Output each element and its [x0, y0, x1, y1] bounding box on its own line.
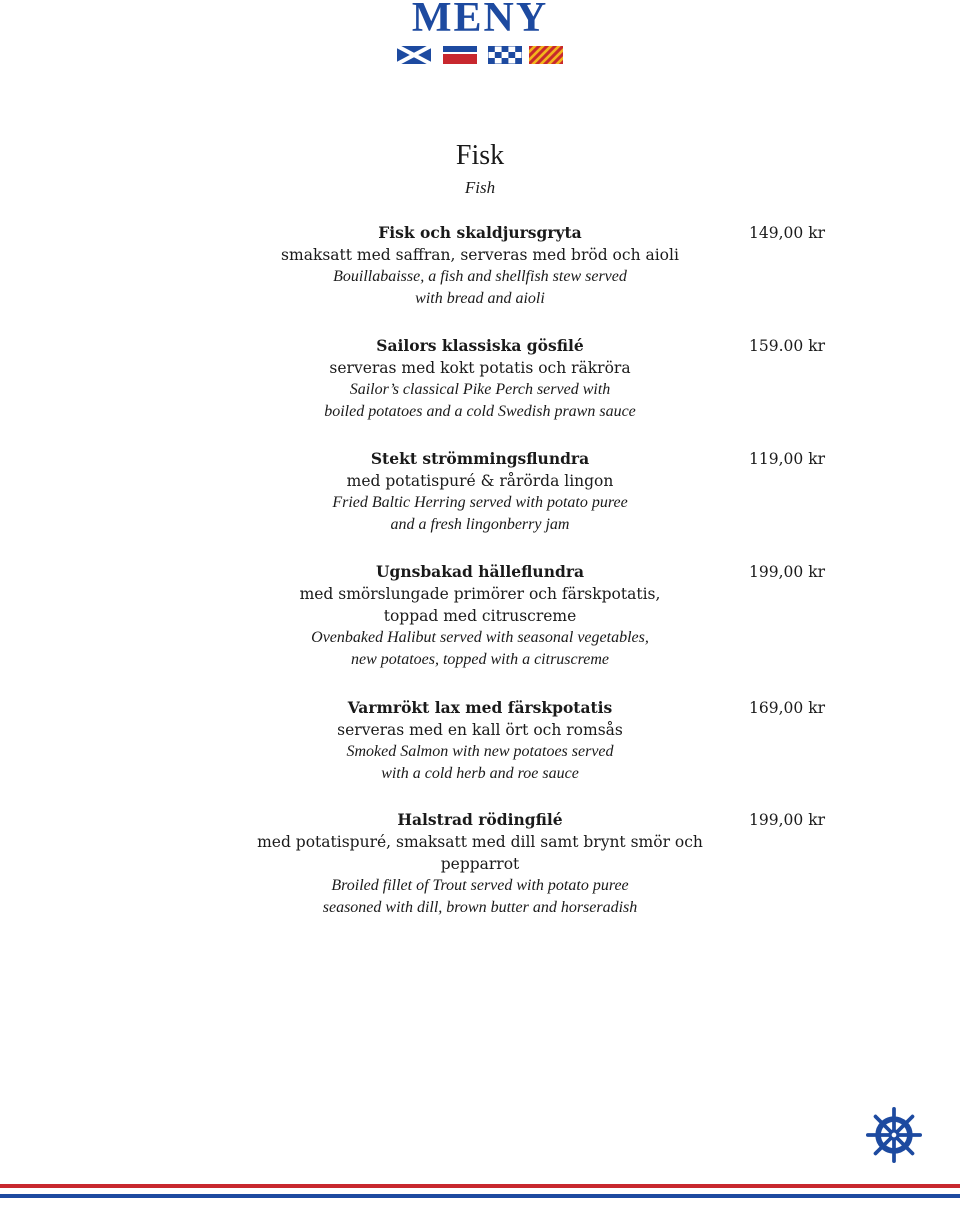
footer-stripe-blue: [0, 1194, 960, 1198]
dish-description-sv: smaksatt med saffran, serveras med bröd och aioli: [281, 246, 679, 264]
dish-description-en: seasoned with dill, brown butter and horseradish: [322, 899, 638, 916]
dish-description-en: Smoked Salmon with new potatoes served: [346, 743, 614, 760]
flag-checker-icon: [488, 46, 522, 64]
dish-description-sv: med smörslungade primörer och färskpotatis,: [299, 585, 661, 603]
dish-description-en: boiled potatoes and a cold Swedish prawn sauce: [324, 403, 636, 420]
dish-description-en: with a cold herb and roe sauce: [381, 765, 579, 782]
dish-description-en: Ovenbaked Halibut served with seasonal vegetables,: [311, 629, 649, 646]
dish-description-en: Sailor’s classical Pike Perch served with: [349, 381, 611, 398]
dish-price: 149,00 kr: [749, 224, 825, 242]
dish-price: 199,00 kr: [749, 563, 825, 581]
dish-description-en: with bread and aioli: [415, 290, 545, 307]
dish-name: Ugnsbakad hälleflundra: [375, 562, 585, 581]
dish-description-sv: serveras med en kall ört och romsås: [337, 721, 623, 739]
dish-description-sv: med potatispuré, smaksatt med dill samt brynt smör och pepparrot: [257, 833, 703, 873]
dish-description-en: Bouillabaisse, a fish and shellfish stew served: [333, 268, 627, 285]
ship-wheel-icon: [866, 1105, 922, 1165]
menu-item: [225, 561, 735, 671]
dish-name: Varmrökt lax med färskpotatis: [347, 698, 613, 717]
section-title: Fisk: [455, 140, 505, 171]
dish-name: Sailors klassiska gösfilé: [376, 336, 584, 355]
dish-price: 169,00 kr: [749, 699, 825, 717]
menu-item: [225, 448, 735, 536]
dish-description-en: Fried Baltic Herring served with potato puree: [332, 494, 628, 511]
dish-name: Fisk och skaldjursgryta: [378, 223, 582, 242]
dish-description-sv: med potatispuré & rårörda lingon: [346, 472, 614, 490]
dish-name: Halstrad rödingfilé: [397, 810, 563, 829]
menu-title: MENY: [411, 0, 549, 41]
dish-price: 199,00 kr: [749, 811, 825, 829]
dish-description-en: and a fresh lingonberry jam: [390, 516, 570, 533]
menu-item: [225, 809, 735, 919]
dish-price: 119,00 kr: [749, 450, 825, 468]
menu-item: [225, 697, 735, 785]
dish-description-sv: serveras med kokt potatis och räkröra: [329, 359, 631, 377]
dish-description-en: Broiled fillet of Trout served with potato puree: [331, 877, 629, 894]
dish-price: 159.00 kr: [749, 337, 825, 355]
dish-description-en: new potatoes, topped with a citruscreme: [350, 651, 610, 668]
flag-r-icon: [443, 46, 477, 64]
footer-stripe-red: [0, 1184, 960, 1188]
section-subtitle: Fish: [464, 178, 496, 197]
flag-m-icon: [397, 46, 431, 64]
menu-item: [225, 335, 735, 423]
menu-item: [225, 222, 735, 310]
dish-description-sv: toppad med citruscreme: [383, 607, 577, 625]
dish-name: Stekt strömmingsflundra: [370, 449, 590, 468]
flag-y-icon: [529, 46, 563, 64]
